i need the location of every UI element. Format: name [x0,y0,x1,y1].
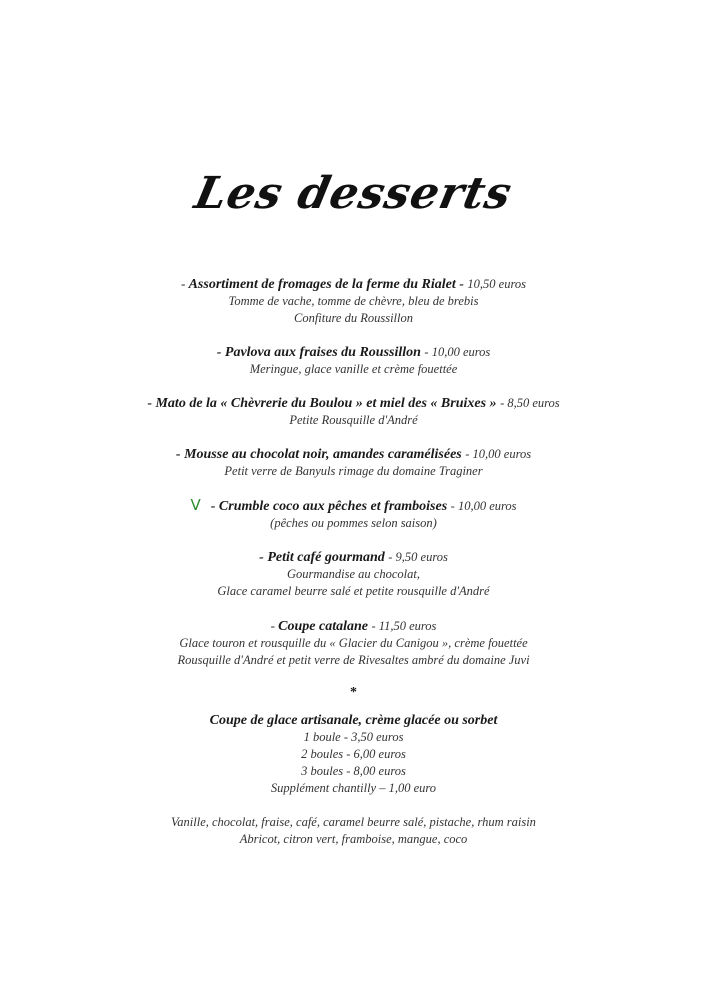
item-name: - Mousse au chocolat noir, amandes caramélisées [175,447,462,462]
item-dash: - [270,618,279,633]
flavor-list [0,814,707,848]
item-name: - Petit café gourmand [259,550,385,565]
item-name-text: Crumble coco aux pêches et framboises [218,499,448,514]
separator-star: * [350,685,357,700]
item-name: - Mato de la « Chèvrerie du Boulou » et miel des « Bruixes » [147,396,497,411]
ice-cream-section [0,712,707,848]
item-price: - 9,50 euros [388,550,448,564]
item-heading [0,344,707,361]
item-heading [0,446,707,463]
item-name: Coupe catalane [278,619,368,634]
list-item [0,446,707,480]
item-description: Tomme de vache, tomme de chèvre, bleu de brebis [228,294,479,308]
item-name: - Pavlova aux fraises du Roussillon [216,345,421,360]
item-price: - 10,00 euros [450,499,517,513]
item-name-text: Petit café gourmand [267,550,385,565]
item-heading [0,275,707,293]
item-heading [0,497,707,515]
item-description: Petite Rousquille d'André [289,413,418,427]
item-dash: - [181,276,189,291]
item-heading [0,617,707,635]
item-heading [0,549,707,566]
item-description: Gourmandise au chocolat, [287,567,420,581]
ice-cream-price-line: 1 boule - 3,50 euros [303,730,404,744]
flavor-line: Vanille, chocolat, fraise, café, caramel beurre salé, pistache, rhum raisin [171,815,536,829]
item-price: 10,50 euros [467,277,526,291]
list-item [0,344,707,378]
ice-cream-price-line: Supplément chantilly – 1,00 euro [270,781,437,795]
item-price: - 10,00 euros [465,447,532,461]
item-name-text: Pavlova aux fraises du Roussillon [224,345,421,360]
flavor-line: Abricot, citron vert, framboise, mangue, coco [239,832,468,846]
item-name-text: Mato de la « Chèvrerie du Boulou » et miel des « Bruixes » [155,396,497,411]
item-name-text: Mousse au chocolat noir, amandes caramélisées [184,447,462,462]
item-price: - 8,50 euros [500,396,560,410]
item-heading [0,395,707,412]
item-description: (pêches ou pommes selon saison) [270,516,437,530]
list-item [0,549,707,600]
list-item [0,617,707,669]
item-name: Assortiment de fromages de la ferme du Rialet - [188,277,464,292]
ice-cream-price-line: 2 boules - 6,00 euros [301,747,406,761]
page-title: Les desserts [190,168,517,219]
ice-cream-price-line: 3 boules - 8,00 euros [301,764,406,778]
dessert-list [0,275,707,848]
item-description: Rousquille d'André et petit verre de Rivesaltes ambré du domaine Juvi [177,653,530,667]
list-item [0,395,707,429]
ice-cream-title: Coupe de glace artisanale, crème glacée ou sorbet [209,713,498,728]
list-item [0,275,707,327]
item-description: Glace touron et rousquille du « Glacier du Canigou », crème fouettée [179,636,528,650]
item-description: Meringue, glace vanille et crème fouettée [249,362,458,376]
item-description: Petit verre de Banyuls rimage du domaine Traginer [224,464,483,478]
item-description: Confiture du Roussillon [294,311,413,325]
item-name: - Crumble coco aux pêches et framboises [210,499,448,514]
item-description: Glace caramel beurre salé et petite rousquille d'André [217,584,490,598]
vegetarian-mark: V [190,496,201,514]
item-price: - 11,50 euros [371,619,437,633]
item-price: - 10,00 euros [424,345,491,359]
list-item [0,497,707,532]
